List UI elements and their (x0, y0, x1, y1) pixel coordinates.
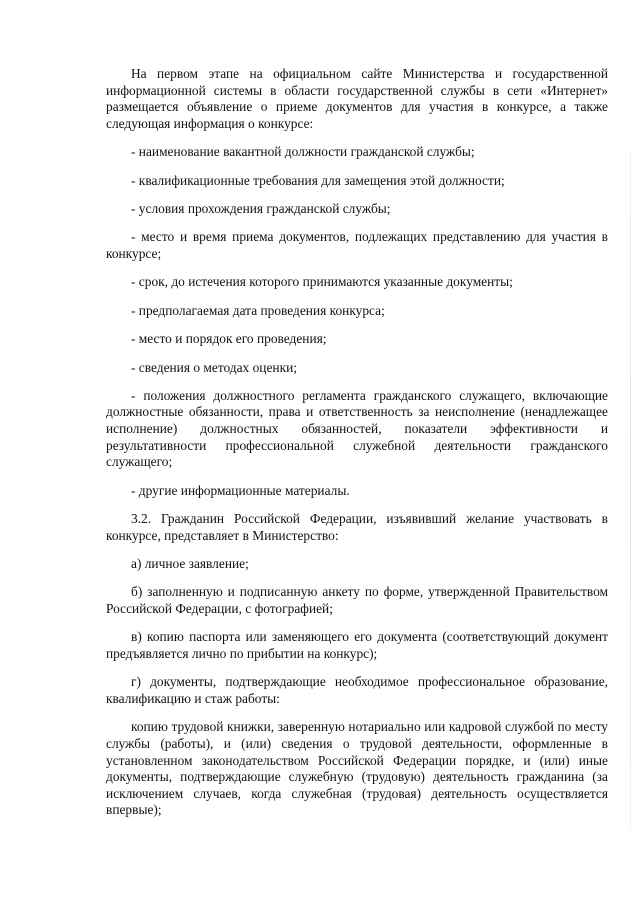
work-record-paragraph: копию трудовой книжки, заверенную нотариально или кадровой службой по месту службы (работы), и (или) сведения о трудовой деятельности, оформленные в установленном законодательством Российской Федерации порядке, и (или) иные документы, подтверждающие служебную (трудовую) деятельность гражданина (за исключением случаев, когда служебная (трудовая) деятельность осуществляется впервые); (106, 719, 608, 818)
list-item-job-regulations: - положения должностного регламента гражданского служащего, включающие должностные обязанности, права и ответственность за неисполнение (ненадлежащее исполнение) должностных обязанностей, показатели эффективности и результативности профессиональной служебной деятельности гражданского служащего; (106, 387, 608, 470)
list-item-service-conditions: - условия прохождения гражданской службы; (131, 200, 391, 216)
list-item-contest-date: - предполагаемая дата проведения конкурса; (131, 302, 385, 318)
list-item-position-name: - наименование вакантной должности гражданской службы; (131, 144, 475, 160)
section-3-2-paragraph: 3.2. Гражданин Российской Федерации, изъявивший желание участвовать в конкурсе, представляет в Министерство: (106, 511, 608, 543)
scan-edge-line (630, 150, 631, 830)
item-c-passport-copy: в) копию паспорта или заменяющего его документа (соответствующий документ предъявляется лично по прибытии на конкурс); (106, 629, 608, 661)
item-a-application: а) личное заявление; (131, 556, 249, 572)
intro-paragraph: На первом этапе на официальном сайте Министерства и государственной информационной системы в области государственной службы в сети «Интернет» размещается объявление о приеме документов для участия в конкурсе, а также следующая информация о конкурсе: (106, 66, 608, 131)
list-item-other-materials: - другие информационные материалы. (131, 482, 350, 498)
list-item-evaluation-methods: - сведения о методах оценки; (131, 359, 297, 375)
document-body (106, 66, 608, 831)
list-item-contest-procedure: - место и порядок его проведения; (131, 331, 327, 347)
item-d-education-documents: г) документы, подтверждающие необходимое профессиональное образование, квалификацию и стаж работы: (106, 674, 608, 706)
list-item-place-time: - место и время приема документов, подлежащих представлению для участия в конкурсе; (106, 229, 608, 261)
list-item-qualification: - квалификационные требования для замещения этой должности; (131, 172, 505, 188)
item-b-questionnaire: б) заполненную и подписанную анкету по форме, утвержденной Правительством Российской Федерации, с фотографией; (106, 584, 608, 617)
list-item-deadline: - срок, до истечения которого принимаются указанные документы; (131, 274, 513, 290)
